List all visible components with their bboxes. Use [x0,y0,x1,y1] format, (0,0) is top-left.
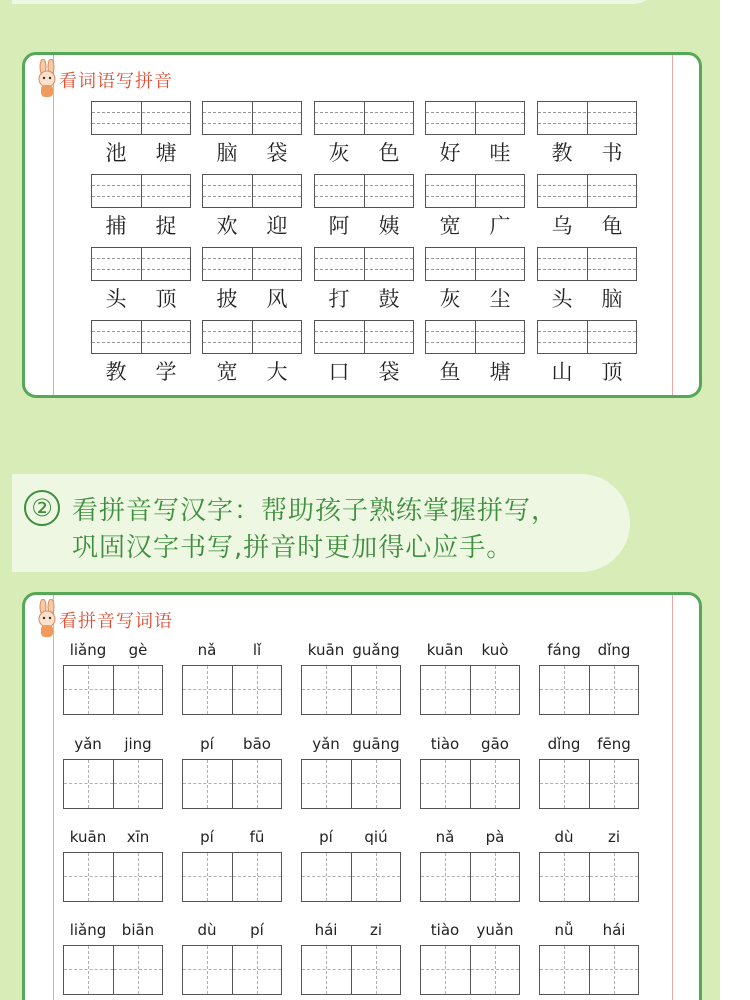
margin-rule-left [53,55,54,395]
word-characters [202,137,302,165]
pinyin-writing-box[interactable] [202,101,302,135]
pinyin-syllable: jing [124,735,152,753]
pinyin-writing-box[interactable] [314,174,414,208]
tianzige-grid[interactable] [539,665,639,715]
tianzige-grid[interactable] [420,759,520,809]
tianzige-grid[interactable] [182,665,282,715]
hanzi-character: 顶 [601,360,623,384]
pinyin-writing-box[interactable] [202,174,302,208]
hanzi-character: 风 [266,287,288,311]
pinyin-syllable: dù [197,921,217,939]
pinyin-prompt [301,735,401,755]
pinyin-syllable: kuān [307,641,345,659]
word-characters [91,137,191,165]
pinyin-syllable: pí [200,735,214,753]
pinyin-writing-box[interactable] [425,174,525,208]
word-characters [425,137,525,165]
hanzi-character: 书 [601,141,623,165]
tianzige-grid[interactable] [420,945,520,995]
pinyin-prompt [182,641,282,661]
pinyin-writing-box[interactable] [91,101,191,135]
pinyin-syllable: liǎng [69,641,107,659]
pinyin-writing-box[interactable] [91,174,191,208]
pinyin-syllable: kuò [481,641,509,659]
hanzi-character: 哇 [489,141,511,165]
pinyin-syllable: fū [249,828,265,846]
pinyin-writing-box[interactable] [202,247,302,281]
pinyin-writing-box[interactable] [314,320,414,354]
hanzi-character: 打 [328,287,350,311]
word-characters [537,210,637,238]
tianzige-grid[interactable] [63,852,163,902]
tianzige-grid[interactable] [301,852,401,902]
hanzi-character: 顶 [155,287,177,311]
pinyin-prompt [301,921,401,941]
pinyin-syllable: yǎn [312,735,340,753]
pinyin-writing-box[interactable] [314,101,414,135]
section-title: 看词语写拼音 [59,71,173,92]
pinyin-prompt [539,641,639,661]
tianzige-grid[interactable] [420,665,520,715]
hanzi-exercise-card [22,592,702,1000]
tianzige-grid[interactable] [301,665,401,715]
hanzi-character: 口 [328,360,350,384]
hanzi-character: 教 [551,141,573,165]
tianzige-grid[interactable] [182,945,282,995]
hanzi-character: 山 [551,360,573,384]
tianzige-grid[interactable] [182,759,282,809]
pinyin-writing-box[interactable] [425,320,525,354]
pinyin-prompt [63,641,163,661]
pinyin-syllable: nǎ [435,828,455,846]
pinyin-syllable: yuǎn [476,921,514,939]
pinyin-writing-box[interactable] [202,320,302,354]
word-characters [91,356,191,384]
pinyin-prompt [539,735,639,755]
hanzi-character: 龟 [601,214,623,238]
word-characters [314,356,414,384]
pinyin-syllable: zi [607,828,621,846]
pinyin-syllable: pí [319,828,333,846]
hanzi-character: 宽 [439,214,461,238]
pinyin-syllable: gāo [481,735,509,753]
hanzi-character: 欢 [216,214,238,238]
word-characters [314,210,414,238]
banner-line-2: 巩固汉字书写,拼音时更加得心应手。 [72,533,514,563]
word-characters [537,283,637,311]
pinyin-syllable: dù [554,828,574,846]
word-characters [425,210,525,238]
pinyin-writing-box[interactable] [537,101,637,135]
hanzi-character: 袋 [378,360,400,384]
word-characters [314,137,414,165]
hanzi-character: 灰 [439,287,461,311]
hanzi-character: 捉 [155,214,177,238]
pinyin-prompt [420,641,520,661]
tianzige-grid[interactable] [539,945,639,995]
hanzi-character: 教 [105,360,127,384]
pinyin-syllable: hái [314,921,338,939]
tianzige-grid[interactable] [301,759,401,809]
pinyin-syllable: kuān [69,828,107,846]
pinyin-syllable: bāo [243,735,271,753]
word-characters [91,283,191,311]
hanzi-character: 塘 [489,360,511,384]
pinyin-prompt [420,828,520,848]
pinyin-syllable: kuān [426,641,464,659]
pinyin-syllable: pí [200,828,214,846]
hanzi-character: 宽 [216,360,238,384]
pinyin-prompt [301,641,401,661]
pinyin-syllable: biān [121,921,155,939]
word-characters [91,210,191,238]
pinyin-syllable: pà [485,828,505,846]
hanzi-character: 色 [378,141,400,165]
pinyin-prompt [63,735,163,755]
hanzi-character: 灰 [328,141,350,165]
hanzi-character: 大 [266,360,288,384]
hanzi-character: 袋 [266,141,288,165]
pinyin-exercise-card [22,52,702,398]
margin-rule-left [53,595,54,1000]
word-characters [425,283,525,311]
pinyin-writing-box[interactable] [537,320,637,354]
word-characters [537,137,637,165]
hanzi-character: 头 [551,287,573,311]
pinyin-syllable: fáng [547,641,581,659]
tianzige-grid[interactable] [63,945,163,995]
pinyin-writing-box[interactable] [537,174,637,208]
top-strip [12,0,662,4]
margin-rule-right [672,55,673,395]
word-characters [425,356,525,384]
pinyin-syllable: tiào [430,921,460,939]
pinyin-syllable: qiú [364,828,388,846]
hanzi-character: 广 [489,214,511,238]
hanzi-character: 脑 [216,141,238,165]
pinyin-writing-box[interactable] [425,101,525,135]
hanzi-character: 姨 [378,214,400,238]
pinyin-prompt [539,921,639,941]
banner-line-1: 看拼音写汉字：帮助孩子熟练掌握拼写， [72,496,559,526]
margin-rule-right [672,595,673,1000]
pinyin-syllable: lǐ [252,641,262,659]
hanzi-character: 捕 [105,214,127,238]
pinyin-syllable: guāng [352,735,400,753]
pinyin-syllable: pí [250,921,264,939]
tianzige-grid[interactable] [420,852,520,902]
pinyin-prompt [63,921,163,941]
pinyin-prompt [420,921,520,941]
hanzi-character: 阿 [328,214,350,238]
pinyin-prompt [63,828,163,848]
pinyin-writing-box[interactable] [91,320,191,354]
pinyin-syllable: zi [369,921,383,939]
tianzige-grid[interactable] [539,759,639,809]
tianzige-grid[interactable] [539,852,639,902]
pinyin-syllable: hái [602,921,626,939]
pinyin-syllable: nǎ [197,641,217,659]
pinyin-prompt [539,828,639,848]
pinyin-syllable: dǐng [597,641,631,659]
pinyin-syllable: nǚ [554,921,574,939]
pinyin-prompt [182,735,282,755]
pinyin-writing-box[interactable] [91,247,191,281]
pinyin-writing-box[interactable] [314,247,414,281]
pinyin-syllable: liǎng [69,921,107,939]
pinyin-writing-box[interactable] [537,247,637,281]
tianzige-grid[interactable] [301,945,401,995]
hanzi-character: 好 [439,141,461,165]
hanzi-character: 头 [105,287,127,311]
pinyin-prompt [182,828,282,848]
pinyin-syllable: xīn [126,828,150,846]
pinyin-syllable: guǎng [352,641,400,659]
tianzige-grid[interactable] [63,759,163,809]
pinyin-syllable: yǎn [74,735,102,753]
hanzi-character: 鼓 [378,287,400,311]
hanzi-character: 披 [216,287,238,311]
word-characters [202,210,302,238]
hanzi-character: 学 [155,360,177,384]
hanzi-character: 迎 [266,214,288,238]
tianzige-grid[interactable] [63,665,163,715]
hanzi-character: 尘 [489,287,511,311]
hanzi-character: 塘 [155,141,177,165]
pinyin-prompt [420,735,520,755]
pinyin-prompt [182,921,282,941]
section-title: 看拼音写词语 [59,611,173,632]
hanzi-character: 池 [105,141,127,165]
pinyin-syllable: dǐng [547,735,581,753]
word-characters [314,283,414,311]
pinyin-syllable: tiào [430,735,460,753]
tianzige-grid[interactable] [182,852,282,902]
pinyin-syllable: gè [128,641,148,659]
word-characters [202,283,302,311]
word-characters [202,356,302,384]
word-characters [537,356,637,384]
hanzi-character: 脑 [601,287,623,311]
hanzi-character: 鱼 [439,360,461,384]
pinyin-syllable: fēng [597,735,631,753]
pinyin-writing-box[interactable] [425,247,525,281]
step-number: ② [24,490,60,526]
pinyin-prompt [301,828,401,848]
hanzi-character: 乌 [551,214,573,238]
